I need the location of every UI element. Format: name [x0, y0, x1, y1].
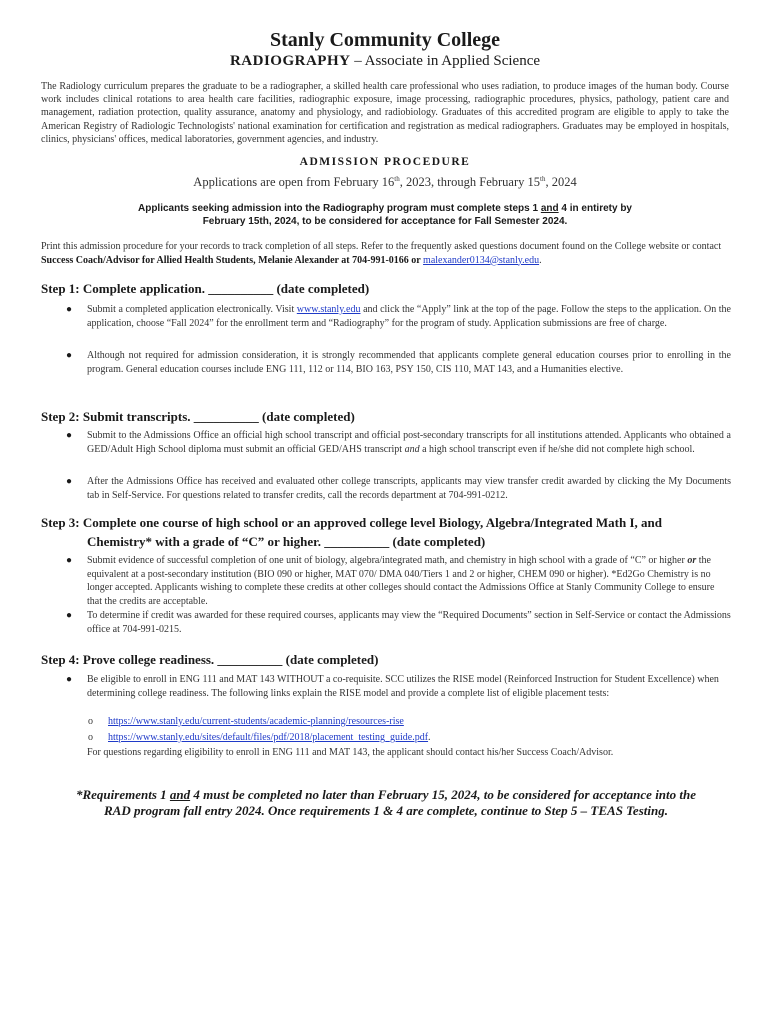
application-dates [0, 175, 770, 190]
page-title: Stanly Community College [270, 29, 500, 51]
placement-guide-line [108, 732, 431, 743]
s1b1-text-b: and click the “Apply” link at the top of the page. Follow the steps to the application. On the application, choose “Fall 2024” for the enrollment term and “Radiography” for the program of study. Application submissions are free of charge. [87, 304, 731, 329]
step-4-heading: Step 4: Prove college readiness. __________ (date completed) [41, 652, 379, 667]
notice-text-a: Applicants seeking admission into the Radiography program must complete steps 1 [137, 203, 541, 214]
apps-text-c: , 2024 [545, 175, 577, 190]
step-4-note: For questions regarding eligibility to enroll in ENG 111 and MAT 143, the applicant should contact his/her Success Coach/Advisor. [87, 747, 614, 758]
link2-period: . [428, 732, 431, 743]
bullet-icon: ● [66, 430, 73, 441]
notice-and: and [540, 203, 559, 214]
advisor-email-link[interactable]: malexander0134@stanly.edu [423, 254, 540, 266]
bullet-icon: ● [66, 610, 73, 621]
bullet-icon: ● [66, 555, 73, 566]
notice-text-b: 4 in entirety by [558, 203, 632, 214]
program-description: The Radiology curriculum prepares the graduate to be a radiographer, a skilled health care professional who uses radiation, to produce images of the human body. Course work includes clinical rotations to area health care facilities, radiographic exposure, image processing, radiographic procedures, physics, pathology, patient care and management, radiation protection, quality assurance, anatomy and physiology, and radiobiology. Graduates of this accredited program are eligible to apply to take the American Registry of Radiologic Technologists' national examination for certification and registration as medical radiographers. Graduates may be employed in hospitals, clinics, physicians' offices, medical laboratories, government agencies, and industry. [41, 81, 729, 145]
admission-heading: ADMISSION PROCEDURE [299, 156, 471, 168]
degree-name: – Associate in Applied Science [350, 53, 541, 69]
s3b1-or: or [687, 555, 697, 566]
footer-text-a: *Requirements 1 [75, 787, 170, 802]
program-name: RADIOGRAPHY [229, 53, 351, 69]
footer-and: and [169, 787, 191, 802]
bullet-icon: ● [66, 674, 73, 685]
step-2-item-1 [87, 429, 731, 456]
s2b1-text-a: Submit to the Admissions Office an official high school transcript and official post-secondary transcripts for all institutions attended. Applicants who obtained a GED/Adult High School diploma must submit an official GED/AHS transcript [87, 430, 731, 455]
s1b1-text-a: Submit a completed application electronically. Visit [87, 304, 297, 315]
step-3-heading-line-1: Step 3: Complete one course of high school or an approved college level Biology, Algebra/Integrated Math I, and [41, 515, 662, 530]
requirements-deadline-note [41, 787, 731, 819]
step-2-heading: Step 2: Submit transcripts. __________ (date completed) [41, 409, 355, 424]
step-3-item-2: To determine if credit was awarded for these required courses, applicants may view the “Required Documents” section in Self-Service or contact the Admissions office at 704-991-0215. [87, 610, 731, 635]
bullet-icon: ● [66, 304, 73, 315]
sub-bullet-icon: o [88, 716, 93, 727]
footer-text-b: 4 must be completed no later than February 15, 2024, to be considered for acceptance into the [190, 787, 697, 802]
apps-text-b: , 2023, through February 15 [399, 175, 540, 190]
apps-sup-1: th [394, 175, 400, 183]
footer-text-c: RAD program fall entry 2024. Once requirements 1 & 4 are complete, continue to Step 5 – TEAS Testing. [104, 803, 668, 818]
print-text-a: Print this admission procedure for your records to track completion of all steps. Refer to the frequently asked questions document found on the College website or contact [41, 241, 722, 252]
step-1-heading: Step 1: Complete application. __________ (date completed) [41, 281, 370, 296]
admission-notice [100, 202, 670, 228]
print-instructions [41, 240, 731, 267]
bullet-icon: ● [66, 476, 73, 487]
s2b1-and: and [404, 443, 420, 455]
program-subtitle [0, 53, 770, 70]
rise-resources-link[interactable]: https://www.stanly.edu/current-students/academic-planning/resources-rise [108, 716, 404, 727]
bullet-icon: ● [66, 350, 73, 361]
advisor-contact: Success Coach/Advisor for Allied Health Students, Melanie Alexander at 704-991-0166 or [41, 254, 424, 266]
apps-sup-2: th [540, 175, 546, 183]
step-3-heading-line-2: Chemistry* with a grade of “C” or higher. __________ (date completed) [87, 534, 486, 549]
print-text-c: . [539, 254, 542, 266]
notice-text-c: February 15th, 2024, to be considered for acceptance for Fall Semester 2024. [202, 216, 568, 227]
step-4-item-1: Be eligible to enroll in ENG 111 and MAT 143 WITHOUT a co-requisite. SCC utilizes the RISE model (Reinforced Instruction for Student Excellence) when determining college readiness. The following links explain the RISE model and provide a complete list of eligible placement tests: [87, 674, 719, 699]
stanly-website-link[interactable]: www.stanly.edu [296, 304, 361, 315]
placement-guide-link[interactable]: https://www.stanly.edu/sites/default/files/pdf/2018/placement_testing_guide.pdf [108, 732, 429, 743]
apps-text-a: Applications are open from February 16 [193, 175, 395, 190]
step-1-item-2: Although not required for admission consideration, it is strongly recommended that applicants complete general education courses prior to enrolling in the program. General education courses include ENG 111, 112 or 114, BIO 163, PSY 150, CIS 110, MAT 143, and a Humanities elective. [87, 350, 731, 375]
s3b1-text-b: the equivalent at a post-secondary institution (BIO 090 or higher, MAT 070/ DMA 040/Tiers 1 and 2 or higher, CHEM 090 or higher). *Ed2Go Chemistry is no longer accepted. Applicants wishing to complete these credits at other colleges should contact the Admissions Office at Stanly Community College to ensure that the credits are acceptable. [87, 555, 715, 607]
step-3-item-1 [87, 554, 731, 608]
s3b1-text-a: Submit evidence of successful completion of one unit of biology, algebra/integrated math, and chemistry in high school with a grade of “C” or higher [87, 555, 688, 566]
s2b1-text-b: a high school transcript even if he/she did not complete high school. [419, 443, 695, 455]
step-2-item-2: After the Admissions Office has received and evaluated other college transcripts, applicants may view transfer credit awarded by clicking the My Documents tab in Self-Service. For questions related to transfer credits, call the records department at 704-991-0212. [87, 476, 731, 501]
sub-bullet-icon: o [88, 732, 93, 743]
step-1-item-1 [87, 303, 731, 330]
